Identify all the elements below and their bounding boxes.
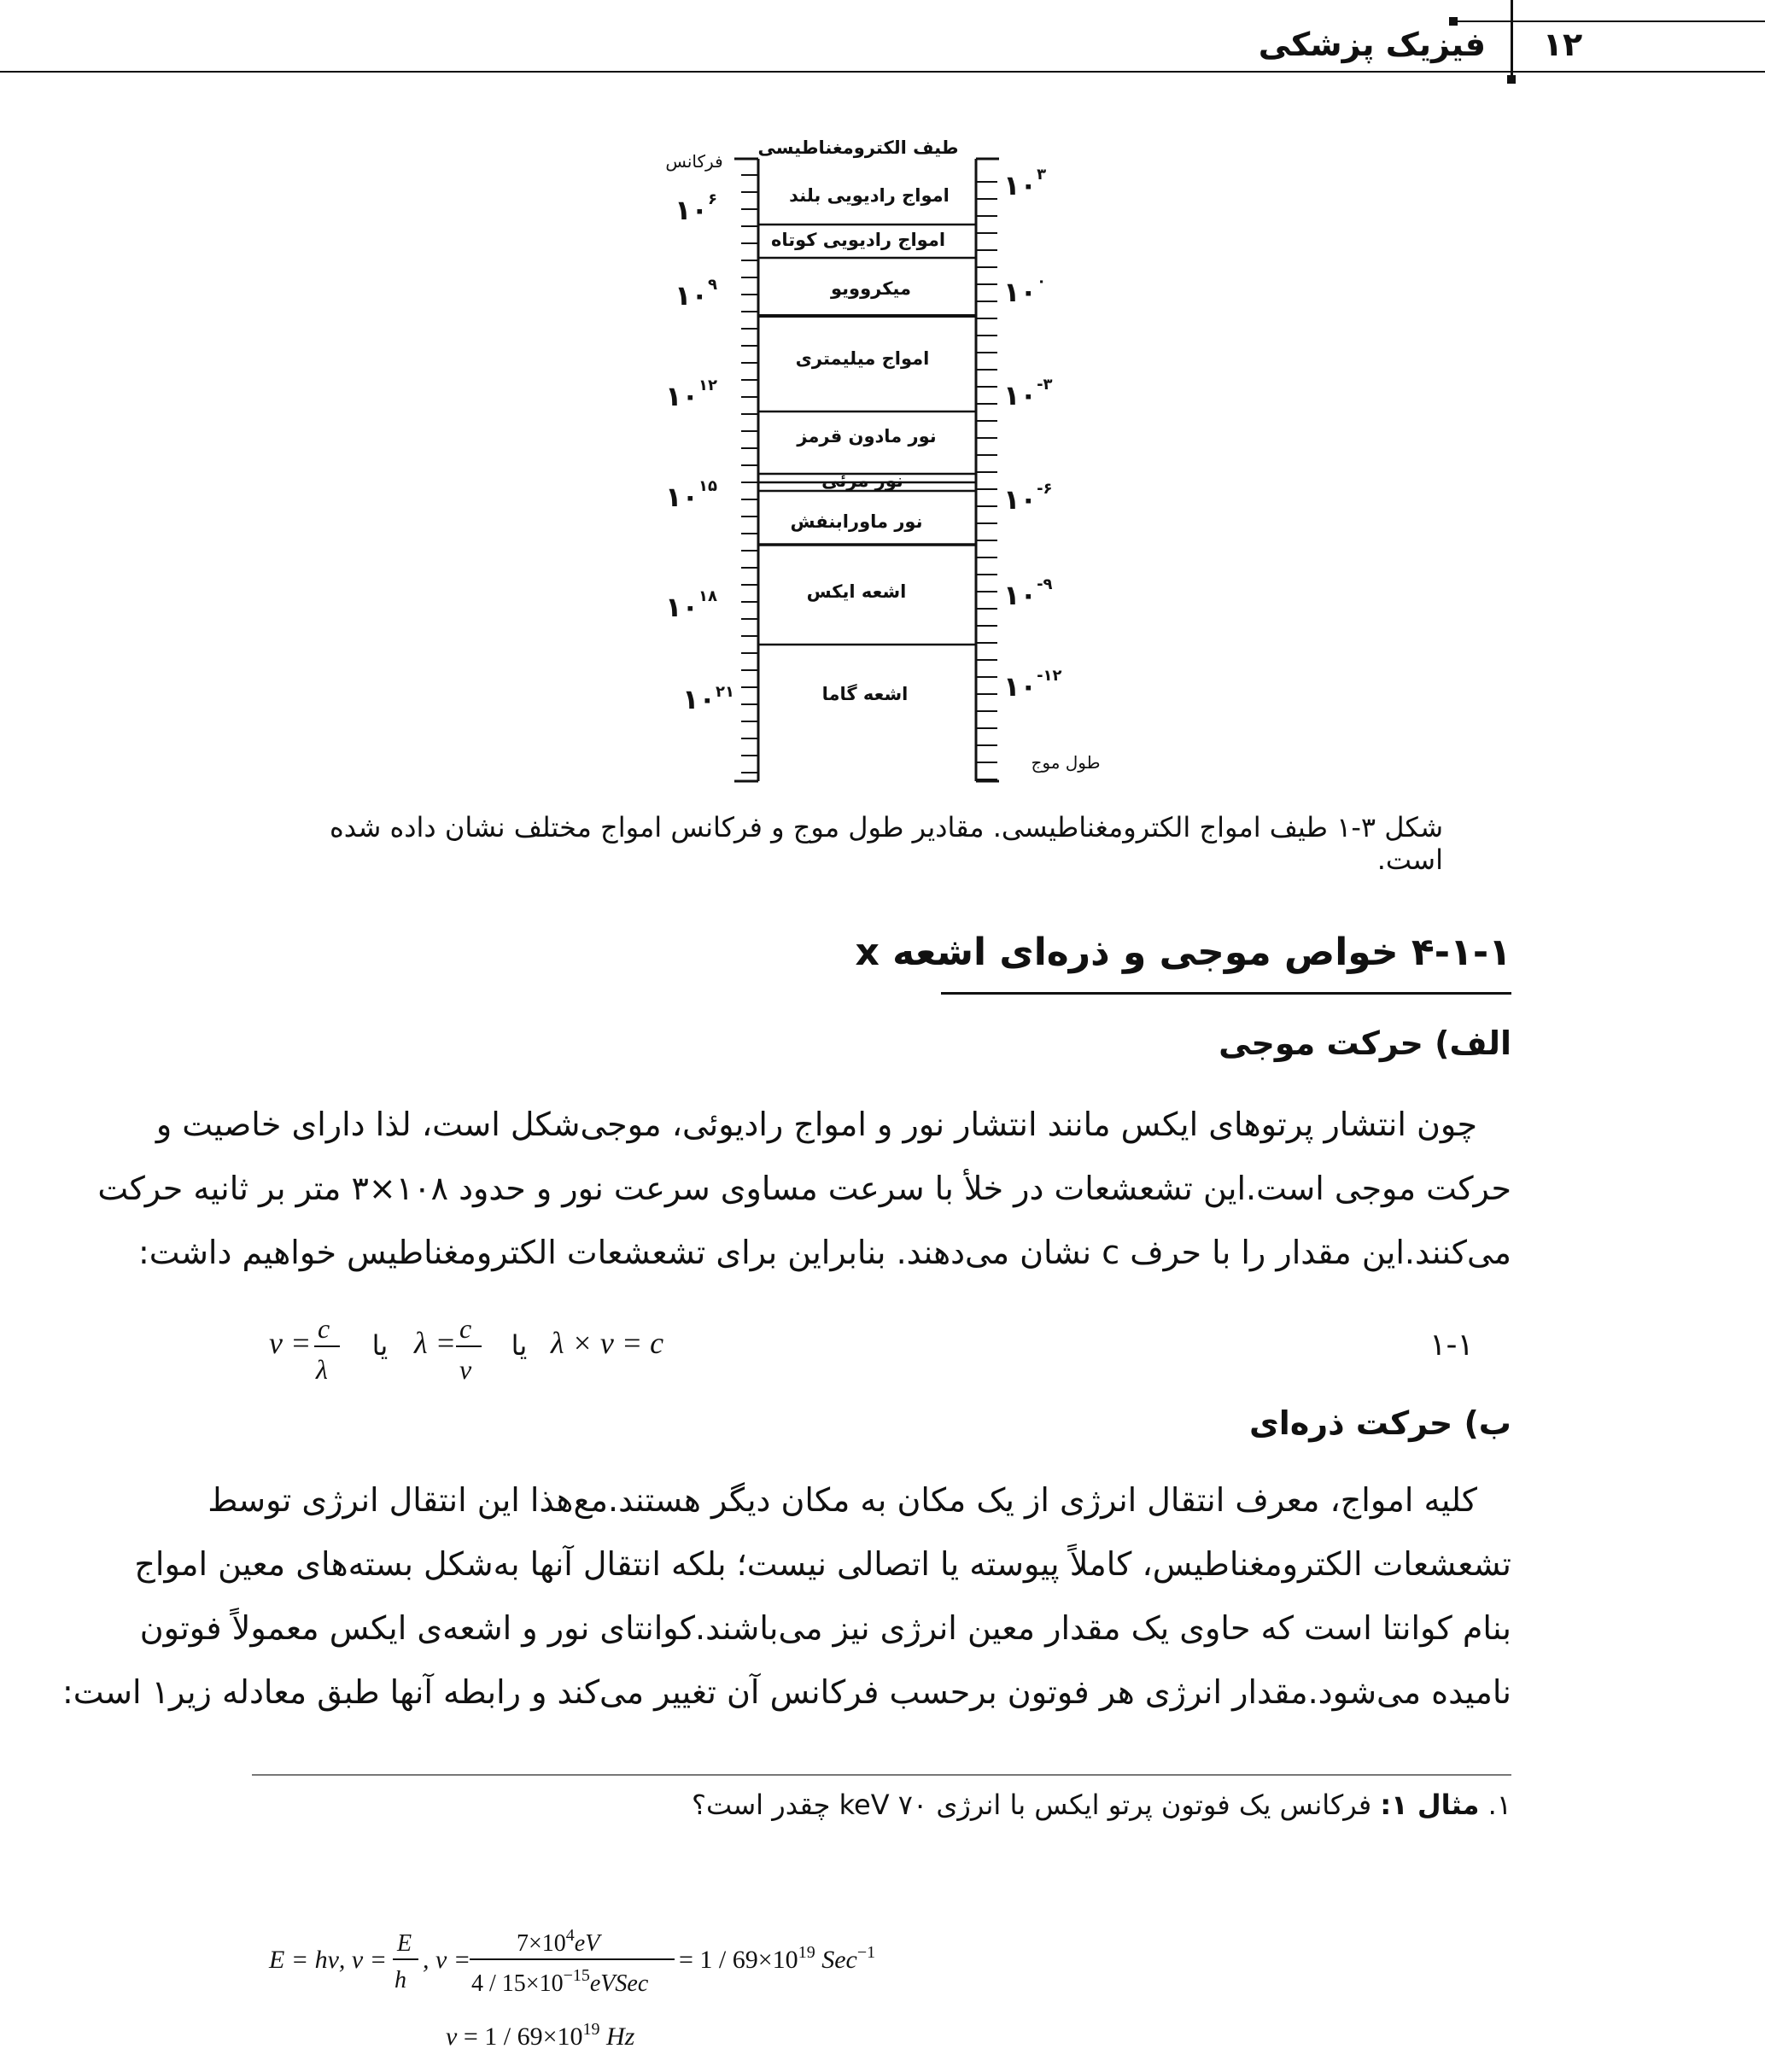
wave-tick-label: $۱۰^{-۶}$ bbox=[1003, 480, 1053, 516]
figure-caption: شکل ۳-۱ طیف امواج الکترومغناطیسی. مقادیر طول موج و فرکانس امواج مختلف نشان داده شده است. bbox=[329, 811, 1443, 876]
footnote-marker: ۱. bbox=[1487, 1789, 1511, 1821]
em-spectrum-figure bbox=[0, 0, 1765, 803]
book-title: فیزیک پزشکی bbox=[1258, 26, 1486, 63]
freq-tick-label: $۱۰^۹$ bbox=[674, 276, 717, 312]
svg-text:λ × ν = c: λ × ν = c bbox=[551, 1326, 664, 1360]
svg-text:λ =: λ = bbox=[414, 1326, 456, 1360]
band-label: امواج میلیمتری bbox=[795, 348, 930, 369]
paragraph-particle-motion bbox=[62, 1468, 1511, 1725]
band-label: میکروویو bbox=[830, 278, 912, 299]
paragraph-line: نامیده می‌شود.مقدار انرژی هر فوتون برحسب فرکانس آن تغییر می‌کند و رابطه آنها طبق معادله زیر۱ است: bbox=[62, 1673, 1511, 1711]
svg-text:ν: ν bbox=[459, 1354, 472, 1385]
wave-tick-label: $۱۰^۰$ bbox=[1003, 272, 1047, 308]
equation-1-1 bbox=[265, 1302, 675, 1387]
paragraph-line: بنام کوانتا است که حاوی یک مقدار معین انرژی نیز می‌باشند.کوانتای نور و اشعه‌ی ایکس معمولاً فوتون bbox=[139, 1609, 1511, 1647]
band-label: اشعه گاما bbox=[821, 684, 909, 704]
svg-text:, ν =: , ν = bbox=[423, 1946, 471, 1974]
wavelength-axis-label: طول موج bbox=[1031, 752, 1101, 773]
paragraph-line: می‌کنند.این مقدار را با حرف c نشان می‌دهند. بنابراین برای تشعشعات الکترومغناطیس خواهیم داشت: bbox=[137, 1234, 1511, 1271]
band-label: اشعه ایکس bbox=[806, 581, 907, 602]
paragraph-line: حرکت موجی است.این تشعشعات در خلأ با سرعت مساوی سرعت نور و حدود ۱۰۸×۳ متر بر ثانیه حرکت bbox=[97, 1170, 1511, 1207]
paragraph-line: چون انتشار پرتوهای ایکس مانند انتشار نور و امواج رادیوئی، موجی‌شکل است، لذا دارای خاصیت و bbox=[155, 1106, 1477, 1143]
subsection-heading-wave: الف) حرکت موجی bbox=[1219, 1024, 1511, 1062]
svg-text:ν = 1 / 69×1019 Hz: $\nu = 1 / 69\times 10^{19}$ Hz bbox=[446, 2020, 635, 2051]
footnote-text: فرکانس یک فوتون پرتو ایکس با انرژی ۷۰ keV چقدر است؟ bbox=[691, 1789, 1372, 1821]
footnote bbox=[649, 1789, 1511, 1821]
freq-tick-label: $۱۰^{۲۱}$ bbox=[681, 683, 734, 715]
wave-tick-label: $۱۰^{-۳}$ bbox=[1003, 376, 1053, 411]
frequency-axis-label: فرکانس bbox=[665, 151, 723, 172]
svg-text:c: c bbox=[459, 1313, 472, 1344]
svg-text:ν =: ν = bbox=[269, 1326, 312, 1360]
section-heading: ۴-۱-۱ خواص موجی و ذره‌ای اشعه x bbox=[855, 931, 1511, 974]
freq-tick-label: $۱۰^{۱۸}$ bbox=[664, 587, 717, 623]
svg-text:4 / 15×10−15eVSec: $4 / 15\times 10^{-15}eVSec$ bbox=[471, 1966, 649, 1997]
svg-text:= 1 / 69×1019 Sec−1: = $1 / 69\times 10^{19}$ Sec$^{-1}$ bbox=[679, 1943, 876, 1974]
svg-text:7×104eV: $7\times 10^4eV$ bbox=[517, 1926, 600, 1957]
equation-number: ۱-۱ bbox=[1429, 1328, 1474, 1363]
footnote-label: مثال ۱: bbox=[1380, 1789, 1480, 1821]
paragraph-wave-motion bbox=[97, 1093, 1511, 1285]
svg-text:E = hν, ν =: E = hν, ν = bbox=[269, 1946, 387, 1974]
svg-text:E: E bbox=[397, 1930, 412, 1957]
freq-tick-label: $۱۰^{۱۵}$ bbox=[664, 477, 717, 513]
wave-tick-label: $۱۰^۳$ bbox=[1003, 166, 1047, 201]
section-underline bbox=[941, 992, 1511, 995]
band-label: نور ماورابنفش bbox=[790, 511, 923, 532]
band-label: نور مرئی bbox=[821, 470, 903, 491]
wave-tick-label: $۱۰^{-۹}$ bbox=[1003, 575, 1053, 611]
footnote-rule bbox=[252, 1774, 1511, 1776]
freq-tick-label: $۱۰^۶$ bbox=[674, 190, 717, 226]
page-number: ۱۲ bbox=[1542, 26, 1583, 63]
svg-text:h: h bbox=[394, 1967, 406, 1993]
band-label: امواج رادیویی کوتاه bbox=[770, 230, 946, 250]
wave-tick-label: $۱۰^{-۱۲}$ bbox=[1003, 667, 1062, 703]
subsection-heading-particle: ب) حرکت ذره‌ای bbox=[1248, 1404, 1511, 1442]
paragraph-line: تشعشعات الکترومغناطیس، کاملاً پیوسته یا اتصالی نیست؛ بلکه انتقال آنها به‌شکل بسته‌های معین امواج bbox=[134, 1545, 1511, 1583]
band-title: طیف الکترومغناطیسی bbox=[757, 137, 959, 158]
freq-tick-label: $۱۰^{۱۲}$ bbox=[664, 376, 717, 412]
svg-text:c: c bbox=[318, 1313, 330, 1344]
band-label: امواج رادیویی بلند bbox=[789, 185, 950, 206]
paragraph-line: کلیه امواج، معرف انتقال انرژی از یک مکان به مکان دیگر هستند.مع‌هذا این انتقال انرژی توسط bbox=[207, 1481, 1477, 1519]
or-word: یا bbox=[511, 1329, 528, 1362]
band-label: نور مادون قرمز bbox=[797, 426, 937, 447]
or-word: یا bbox=[371, 1329, 389, 1362]
svg-text:λ: λ bbox=[316, 1354, 328, 1385]
example-calculation bbox=[256, 1912, 905, 2066]
